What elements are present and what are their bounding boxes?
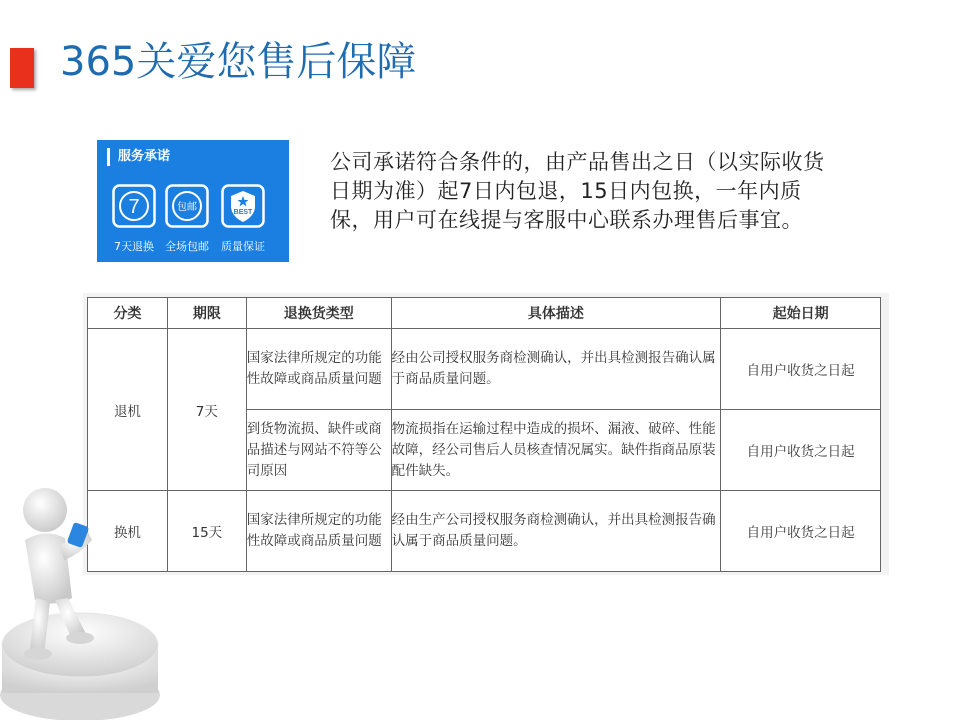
cell-type: 国家法律所规定的功能性故障或商品质量问题 <box>246 491 391 572</box>
seven-day-icon <box>112 184 156 228</box>
cell-description: 物流损指在运输过程中造成的损坏、漏液、破碎、性能故障，经公司售后人员核查情况属实。缺件指商品原装配件缺失。 <box>391 410 721 491</box>
service-label-shipping: 全场包邮 <box>165 240 209 253</box>
header-description: 具体描述 <box>391 298 721 329</box>
cell-description: 经由公司授权服务商检测确认，并出具检测报告确认属于商品质量问题。 <box>391 329 721 410</box>
cell-start-date: 自用户收货之日起 <box>721 329 881 410</box>
header-category: 分类 <box>88 298 168 329</box>
cell-category: 退机 <box>88 329 168 491</box>
figure-illustration <box>0 480 160 720</box>
table-row <box>88 329 881 410</box>
service-label-7day: 7天退换 <box>114 240 154 253</box>
cell-period: 15天 <box>167 491 246 572</box>
service-heading: 服务承诺 <box>107 148 170 166</box>
cell-start-date: 自用户收货之日起 <box>721 491 881 572</box>
best-quality-shield-icon <box>221 184 265 228</box>
cell-type: 到货物流损、缺件或商品描述与网站不符等公司原因 <box>246 410 391 491</box>
table-header-row <box>88 298 881 329</box>
header-type: 退换货类型 <box>246 298 391 329</box>
header-period: 期限 <box>167 298 246 329</box>
title-marker <box>10 48 34 88</box>
svg-text:包邮: 包邮 <box>177 202 197 213</box>
service-promise-badge <box>97 140 289 262</box>
svg-text:BEST: BEST <box>233 209 253 216</box>
cell-description: 经由生产公司授权服务商检测确认，并出具检测报告确认属于商品质量问题。 <box>391 491 721 572</box>
cell-period: 7天 <box>167 329 246 491</box>
policy-table <box>87 297 881 572</box>
service-label-quality: 质量保证 <box>221 240 265 253</box>
free-shipping-icon <box>165 184 209 228</box>
header-start-date: 起始日期 <box>721 298 881 329</box>
cell-start-date: 自用户收货之日起 <box>721 410 881 491</box>
policy-paragraph: 公司承诺符合条件的，由产品售出之日（以实际收货日期为准）起7日内包退，15日内包换，一年内质保，用户可在线提与客服中心联系办理售后事宜。 <box>330 150 825 232</box>
cell-category: 换机 <box>88 491 168 572</box>
table-row <box>88 491 881 572</box>
policy-table-frame <box>83 293 889 575</box>
page-title: 365关爱您售后保障 <box>60 39 417 85</box>
cell-type: 国家法律所规定的功能性故障或商品质量问题 <box>246 329 391 410</box>
svg-text:7: 7 <box>128 196 140 218</box>
